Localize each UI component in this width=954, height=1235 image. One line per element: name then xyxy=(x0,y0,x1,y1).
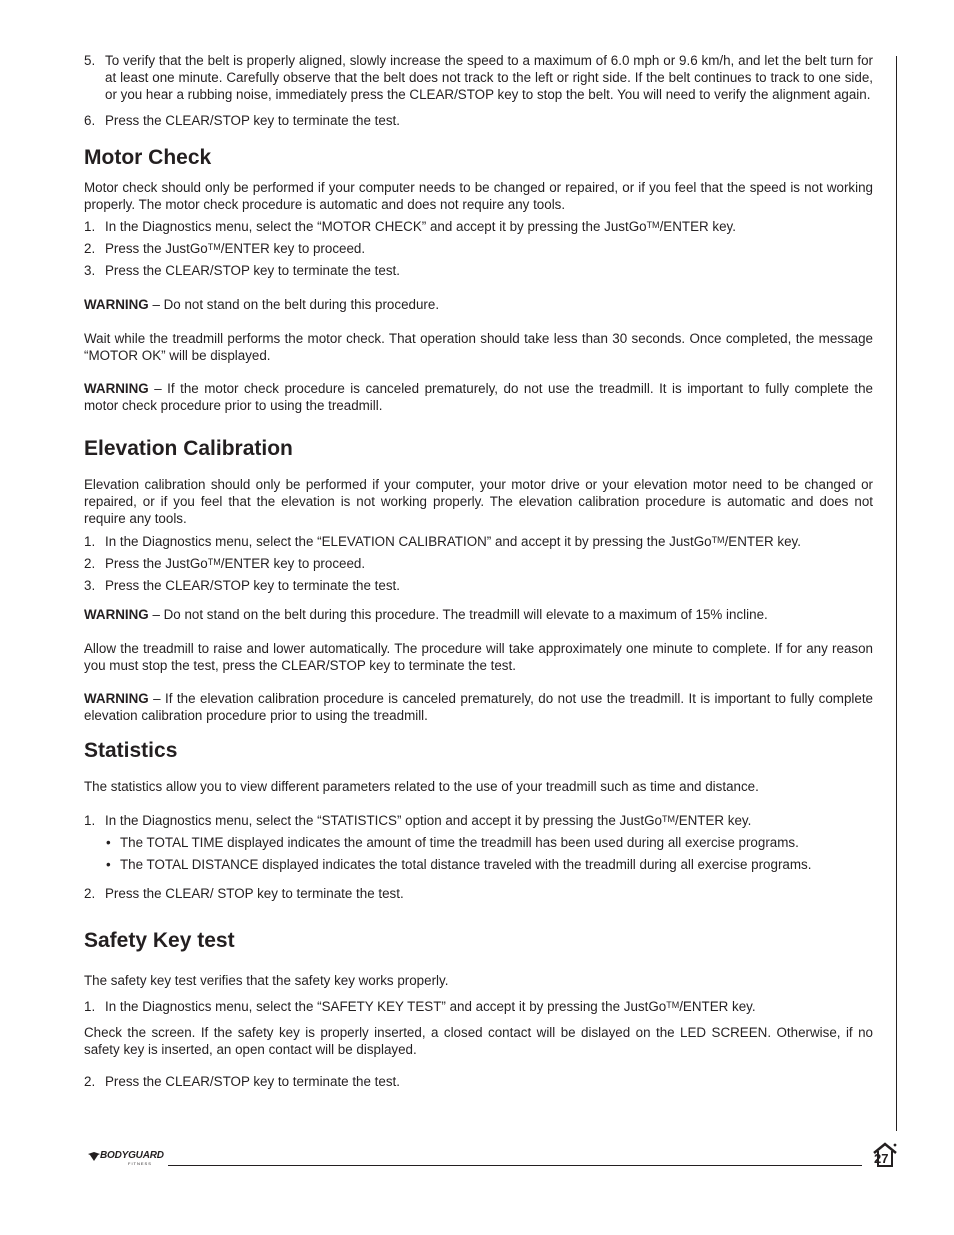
list-text: /ENTER key to proceed. xyxy=(220,556,366,571)
warning-text: – If the motor check procedure is canceled prematurely, do not use the treadmill. It is important to fully complete the motor check procedure prior to using the treadmill. xyxy=(84,381,873,413)
list-number: 1. xyxy=(84,813,96,828)
list-text: /ENTER key to proceed. xyxy=(220,241,366,256)
trademark: TM xyxy=(207,242,221,252)
list-number: 2. xyxy=(84,556,96,571)
warning-paragraph xyxy=(84,380,873,414)
warning-paragraph xyxy=(84,606,873,623)
bullet-icon: • xyxy=(106,835,111,850)
logo-subtext: FITNESS xyxy=(128,1161,152,1166)
section-title-safety-key-test: Safety Key test xyxy=(84,929,235,952)
warning-label: WARNING xyxy=(84,297,149,312)
section-title-elevation-calibration: Elevation Calibration xyxy=(84,437,293,460)
list-text: In the Diagnostics menu, select the “STATISTICS” option and accept it by pressing the JustGo xyxy=(105,813,662,828)
list-item xyxy=(84,240,873,257)
bullet-text: The TOTAL TIME displayed indicates the amount of time the treadmill has been used during all exercise programs. xyxy=(120,835,799,850)
section-title-statistics: Statistics xyxy=(84,739,178,762)
shield-wings-logo-icon xyxy=(88,1152,100,1161)
trademark: TM xyxy=(666,1000,680,1010)
list-item xyxy=(84,52,873,103)
list-item xyxy=(84,1073,873,1090)
list-item xyxy=(84,112,873,129)
bullet-icon: • xyxy=(106,857,111,872)
list-text: In the Diagnostics menu, select the “ELEVATION CALIBRATION” and accept it by pressing the JustGo xyxy=(105,534,712,549)
elevation-intro: Elevation calibration should only be performed if your computer, your motor drive or your elevation motor need to be changed or repaired, or if you feel that the elevation is not working properly. The elevation calibration procedure is automatic and does not require any tools. xyxy=(84,477,873,526)
trademark: TM xyxy=(661,814,675,824)
list-item xyxy=(84,218,873,235)
list-item xyxy=(84,533,873,550)
elevation-allow-paragraph: Allow the treadmill to raise and lower automatically. The procedure will take approximately one minute to complete. If for any reason you must stop the test, press the CLEAR/STOP key to terminate the test. xyxy=(84,641,873,673)
list-text: Press the CLEAR/STOP key to terminate the test. xyxy=(105,113,400,128)
trademark: TM xyxy=(646,220,660,230)
list-number: 2. xyxy=(84,886,96,901)
footer-rule xyxy=(168,1165,862,1166)
list-item xyxy=(84,577,873,594)
list-text: Press the CLEAR/ STOP key to terminate the test. xyxy=(105,886,404,901)
warning-label: WARNING xyxy=(84,381,149,396)
warning-label: WARNING xyxy=(84,607,149,622)
section-title-motor-check: Motor Check xyxy=(84,146,212,169)
list-item xyxy=(84,885,873,902)
list-number: 2. xyxy=(84,241,96,256)
list-text: /ENTER key. xyxy=(659,219,736,234)
list-number: 2. xyxy=(84,1074,96,1089)
list-item xyxy=(84,812,873,829)
list-text: Press the JustGo xyxy=(105,556,208,571)
warning-text: – If the elevation calibration procedure is canceled prematurely, do not use the treadmill. It is important to fully complete elevation calibration procedure prior to using the treadmill. xyxy=(84,691,873,723)
list-number: 1. xyxy=(84,219,96,234)
list-number: 3. xyxy=(84,578,96,593)
list-text: To verify that the belt is properly aligned, slowly increase the speed to a maximum of 6.0 mph or 9.6 km/h, and let the belt turn for at least one minute. Carefully observe that the belt does not track to the left or right side. If the belt continues to track to one side, or you hear a rubbing noise, immediately press the CLEAR/STOP key to stop the belt. You will need to verify the alignment again. xyxy=(105,53,873,102)
warning-paragraph xyxy=(84,296,873,313)
list-text: /ENTER key. xyxy=(679,999,756,1014)
logo-wordmark: BODYGUARD xyxy=(100,1150,164,1161)
list-number: 6. xyxy=(84,113,96,128)
warning-label: WARNING xyxy=(84,691,149,706)
motor-intro: Motor check should only be performed if your computer needs to be changed or repaired, or if you feel that the speed is not working properly. The motor check procedure is automatic and does not require any tools. xyxy=(84,180,873,212)
page-number: 27 xyxy=(874,1151,889,1166)
list-number: 5. xyxy=(84,53,96,68)
safety-check-paragraph: Check the screen. If the safety key is properly inserted, a closed contact will be dislayed on the LED SCREEN. Otherwise, if no safety key is inserted, an open contact will be displayed. xyxy=(84,1025,873,1057)
list-text: /ENTER key. xyxy=(674,813,752,828)
trademark: TM xyxy=(711,535,725,545)
list-item xyxy=(84,555,873,572)
list-number: 1. xyxy=(84,534,96,549)
warning-text: – Do not stand on the belt during this procedure. xyxy=(148,297,440,312)
list-item xyxy=(84,998,873,1015)
list-text: In the Diagnostics menu, select the “MOTOR CHECK” and accept it by pressing the JustGo xyxy=(105,219,647,234)
brand-logo xyxy=(88,1150,166,1166)
safety-intro: The safety key test verifies that the safety key works properly. xyxy=(84,973,449,988)
page-number-badge xyxy=(872,1141,898,1167)
statistics-intro: The statistics allow you to view different parameters related to the use of your treadmill such as time and distance. xyxy=(84,779,759,794)
list-item xyxy=(84,262,873,279)
page-content xyxy=(84,52,873,1090)
bullet-item xyxy=(84,856,873,873)
trademark: TM xyxy=(207,557,221,567)
list-text: In the Diagnostics menu, select the “SAFETY KEY TEST” and accept it by pressing the JustGo xyxy=(105,999,667,1014)
intro-list xyxy=(84,52,873,129)
list-text: Press the CLEAR/STOP key to terminate the test. xyxy=(105,1074,400,1089)
list-text: Press the JustGo xyxy=(105,241,208,256)
bullet-item xyxy=(84,834,873,851)
list-text: Press the CLEAR/STOP key to terminate the test. xyxy=(105,263,400,278)
warning-paragraph xyxy=(84,690,873,724)
list-number: 1. xyxy=(84,999,96,1014)
bullet-text: The TOTAL DISTANCE displayed indicates the total distance traveled with the treadmill during all exercise programs. xyxy=(120,857,812,872)
right-margin-rule xyxy=(896,56,897,1131)
list-number: 3. xyxy=(84,263,96,278)
motor-wait-paragraph: Wait while the treadmill performs the motor check. That operation should take less than 30 seconds. Once completed, the message “MOTOR OK” will be displayed. xyxy=(84,331,873,363)
list-text: /ENTER key. xyxy=(724,534,801,549)
warning-text: – Do not stand on the belt during this procedure. The treadmill will elevate to a maximum of 15% incline. xyxy=(148,607,768,622)
list-text: Press the CLEAR/STOP key to terminate the test. xyxy=(105,578,400,593)
